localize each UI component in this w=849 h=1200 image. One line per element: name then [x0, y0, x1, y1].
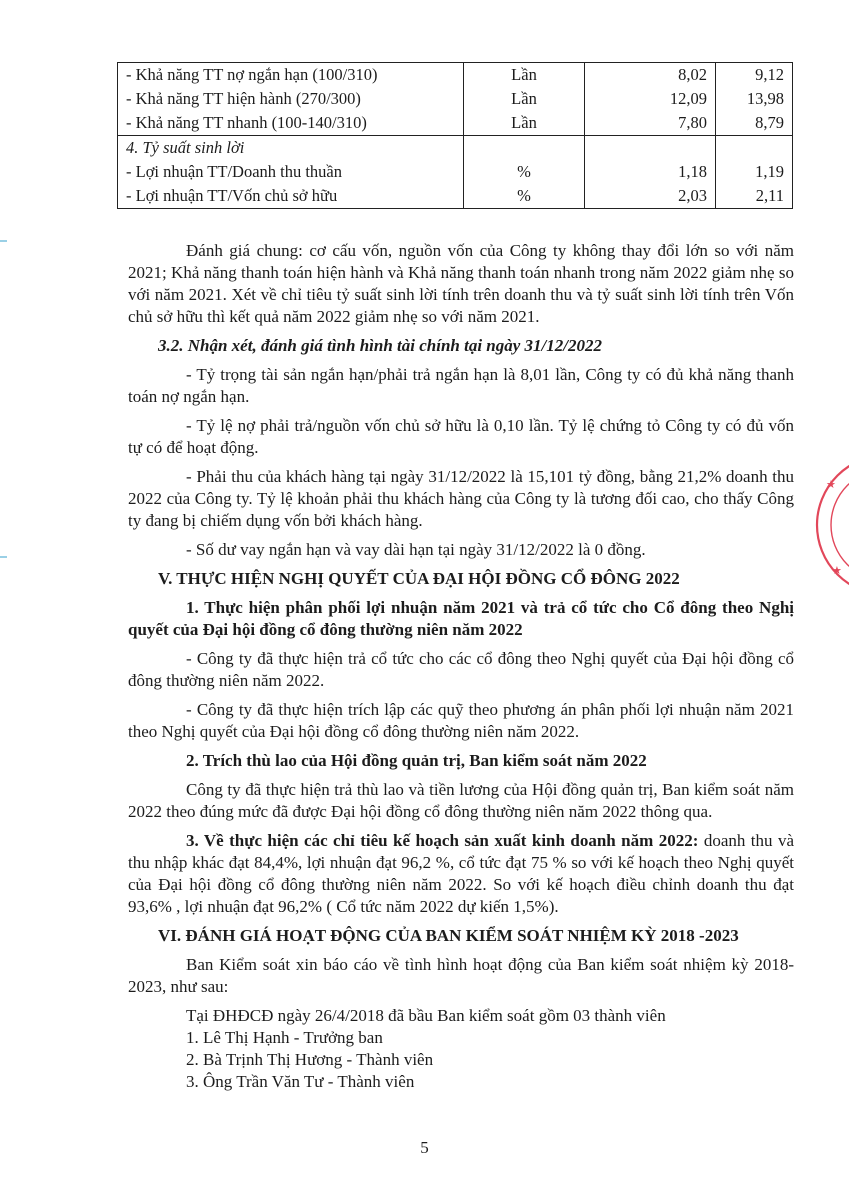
- value-2022: [593, 136, 707, 160]
- margin-mark: [0, 556, 7, 558]
- paragraph: - Tỷ lệ nợ phải trả/nguồn vốn chủ sở hữu là 0,10 lần. Tỷ lệ chứng tỏ Công ty có đủ vốn tự có để hoạt động.: [128, 416, 794, 457]
- paragraph: Công ty đã thực hiện trả thù lao và tiền lương của Hội đồng quản trị, Ban kiểm soát năm 2022 theo đúng mức đã được Đại hội đồng cổ đông thường niên năm 2022 thông qua.: [128, 780, 794, 821]
- paragraph: - Số dư vay ngắn hạn và vay dài hạn tại ngày 31/12/2022 là 0 đồng.: [186, 540, 646, 559]
- value-2022: 1,18: [678, 162, 707, 181]
- unit-cell: %: [517, 186, 531, 205]
- heading-v-3: 3. Về thực hiện các chỉ tiêu kế hoạch sản xuất kinh doanh năm 2022:: [186, 831, 699, 850]
- heading-v-1: 1. Thực hiện phân phối lợi nhuận năm 2021 và trả cổ tức cho Cổ đông theo Nghị quyết của Đại hội đồng cổ đông thường niên năm 2022: [128, 598, 794, 639]
- value-2021: 1,19: [755, 162, 784, 181]
- margin-mark: [0, 240, 7, 242]
- company-seal-stamp: [812, 440, 849, 610]
- value-2021: 9,12: [755, 65, 784, 84]
- table-row: [118, 63, 793, 136]
- row-label: - Khả năng TT nợ ngắn hạn (100/310): [126, 65, 378, 84]
- heading-section-vi: VI. ĐÁNH GIÁ HOẠT ĐỘNG CỦA BAN KIỂM SOÁT NHIỆM KỲ 2018 -2023: [158, 926, 739, 945]
- list-item: 1. Lê Thị Hạnh - Trưởng ban: [186, 1028, 383, 1047]
- row-label: - Khả năng TT nhanh (100-140/310): [126, 113, 367, 132]
- body-text: [128, 240, 794, 1093]
- paragraph-v-3: 3. Về thực hiện các chỉ tiêu kế hoạch sản xuất kinh doanh năm 2022: doanh thu và thu nhập khác đạt 84,4%, lợi nhuận đạt 96,2 %, cổ tức đạt 75 % so với kế hoạch theo Nghị quyết của Đại hội đồng cổ đông thường niên năm 2022. So với kế hoạch điều chỉnh doanh thu đạt 93,6% , lợi nhuận đạt 96,2% ( Cổ tức năm 2022 dự kiến 1,5%).: [128, 831, 794, 916]
- heading-v-2: 2. Trích thù lao của Hội đồng quản trị, Ban kiểm soát năm 2022: [186, 751, 647, 770]
- list-item: 3. Ông Trần Văn Tư - Thành viên: [186, 1072, 415, 1091]
- value-2022: 7,80: [678, 113, 707, 132]
- row-label: - Khả năng TT hiện hành (270/300): [126, 89, 361, 108]
- value-2022: 12,09: [669, 89, 707, 108]
- value-2021: [724, 136, 784, 160]
- page-number: 5: [420, 1138, 429, 1157]
- list-item: 2. Bà Trịnh Thị Hương - Thành viên: [186, 1050, 434, 1069]
- paragraph: - Phải thu của khách hàng tại ngày 31/12/2022 là 15,101 tỷ đồng, bằng 21,2% doanh thu 2022 của Công ty. Tỷ lệ khoản phải thu khách hàng của Công ty là tương đối cao, cho thấy Công ty đang bị chiếm dụng vốn bởi khách hàng.: [128, 467, 794, 530]
- paragraph: Tại ĐHĐCĐ ngày 26/4/2018 đã bầu Ban kiểm soát gồm 03 thành viên: [186, 1006, 666, 1025]
- heading-section-v: V. THỰC HIỆN NGHỊ QUYẾT CỦA ĐẠI HỘI ĐỒNG CỔ ĐÔNG 2022: [158, 569, 680, 588]
- unit-cell: Lần: [511, 113, 537, 132]
- row-label: - Lợi nhuận TT/Doanh thu thuần: [126, 162, 343, 181]
- value-2022: 2,03: [678, 186, 707, 205]
- value-2021: 2,11: [755, 186, 784, 205]
- value-2021: 8,79: [755, 113, 784, 132]
- financial-ratio-table: [117, 62, 793, 209]
- paragraph: - Tỷ trọng tài sản ngắn hạn/phải trả ngắn hạn là 8,01 lần, Công ty có đủ khả năng thanh toán nợ ngắn hạn.: [128, 365, 794, 406]
- section-title: 4. Tỷ suất sinh lời: [126, 138, 245, 157]
- row-label: - Lợi nhuận TT/Vốn chủ sở hữu: [126, 186, 338, 205]
- unit-cell: Lần: [511, 65, 537, 84]
- seal-star: ★: [826, 478, 836, 491]
- unit-cell: [472, 136, 576, 160]
- value-2021: 13,98: [746, 89, 784, 108]
- paragraph: Ban Kiểm soát xin báo cáo về tình hình hoạt động của Ban kiểm soát nhiệm kỳ 2018- 2023, như sau:: [128, 955, 794, 996]
- heading-3-2: 3.2. Nhận xét, đánh giá tình hình tài chính tại ngày 31/12/2022: [158, 336, 603, 355]
- paragraph-general-assessment: Đánh giá chung: cơ cấu vốn, nguồn vốn của Công ty không thay đổi lớn so với năm 2021; Khả năng thanh toán hiện hành và Khả năng thanh toán nhanh trong năm 2022 giảm nhẹ so với năm 2021. Xét về chỉ tiêu tỷ suất sinh lời tính trên doanh thu và tỷ suất sinh lời tính trên Vốn chủ sở hữu thì kết quả năm 2022 giảm nhẹ so với năm 2021.: [128, 241, 794, 326]
- unit-cell: Lần: [511, 89, 537, 108]
- value-2022: 8,02: [678, 65, 707, 84]
- unit-cell: %: [517, 162, 531, 181]
- table-row: [118, 136, 793, 209]
- seal-star: ★: [832, 564, 842, 577]
- paragraph: - Công ty đã thực hiện trích lập các quỹ theo phương án phân phối lợi nhuận năm 2021 theo Nghị quyết của Đại hội đồng cổ đông thường niên năm 2022.: [128, 700, 794, 741]
- paragraph: - Công ty đã thực hiện trả cổ tức cho các cổ đông theo Nghị quyết của Đại hội đồng cổ đông thường niên năm 2022.: [128, 649, 794, 690]
